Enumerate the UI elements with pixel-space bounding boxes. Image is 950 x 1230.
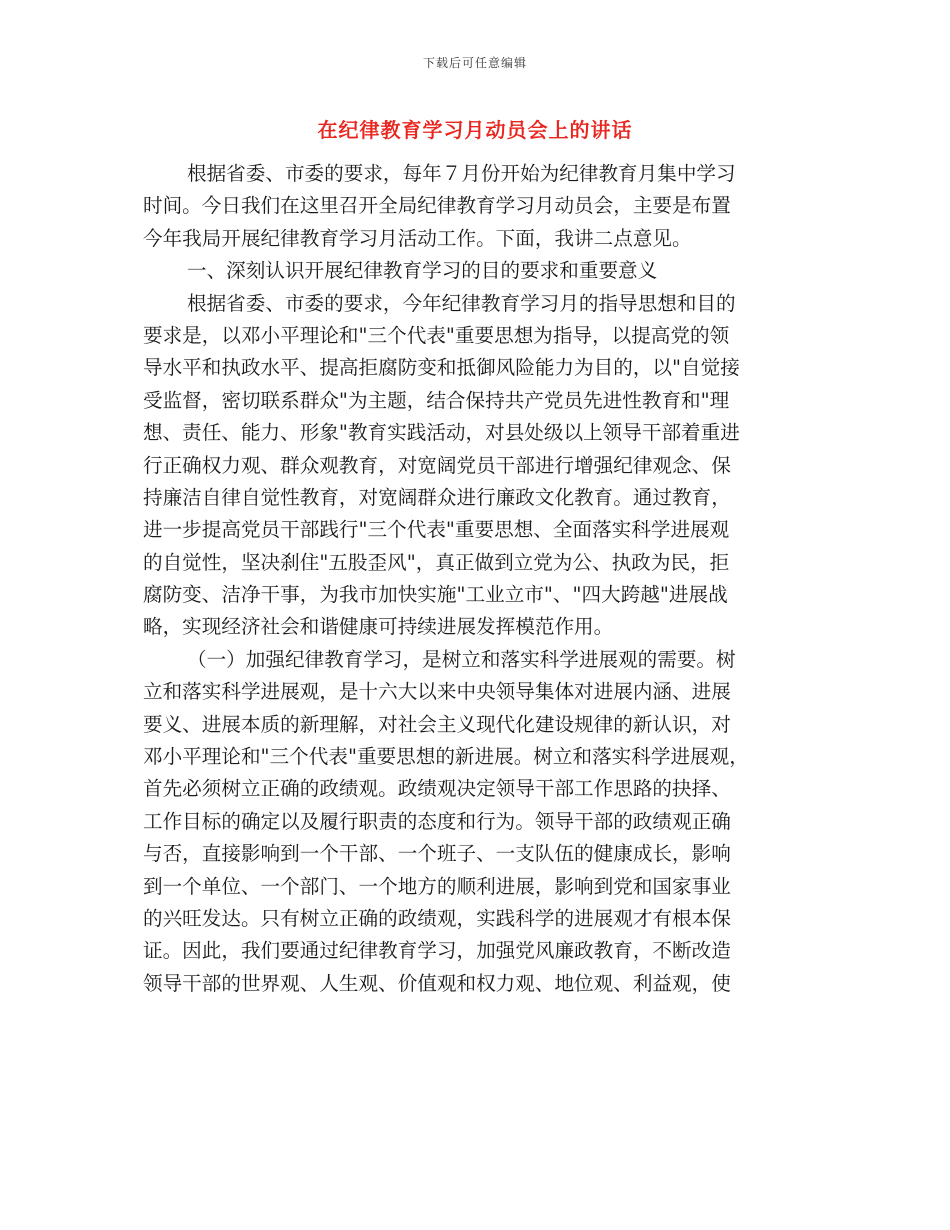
paragraph-line: 受监督，密切联系群众"为主题，结合保持共产党员先进性教育和"理 <box>143 388 730 412</box>
paragraph-line: 与否，直接影响到一个干部、一个班子、一支队伍的健康成长，影响 <box>143 842 731 866</box>
section-heading: 一、深刻认识开展纪律教育学习的目的要求和重要意义 <box>187 259 658 283</box>
paragraph-line: 首先必须树立正确的政绩观。政绩观决定领导干部工作思路的抉择、 <box>143 777 731 801</box>
paragraph-line: 要求是，以邓小平理论和"三个代表"重要思想为指导，以提高党的领 <box>143 323 730 347</box>
paragraph-line: 根据省委、市委的要求，今年纪律教育学习月的指导思想和目的 <box>187 291 736 315</box>
paragraph-line: 工作目标的确定以及履行职责的态度和行为。领导干部的政绩观正确 <box>143 809 731 833</box>
paragraph-line: 持廉洁自律自觉性教育，对宽阔群众进行廉政文化教育。通过教育， <box>143 485 731 509</box>
paragraph-line: 证。因此，我们要通过纪律教育学习，加强党风廉政教育，不断改造 <box>143 939 731 963</box>
paragraph-line: 进一步提高党员干部践行"三个代表"重要思想、全面落实科学进展观 <box>143 518 730 542</box>
paragraph-line: 的兴旺发达。只有树立正确的政绩观，实践科学的进展观才有根本保 <box>143 906 731 930</box>
header-note: 下载后可任意编辑 <box>422 56 527 70</box>
paragraph-line: 今年我局开展纪律教育学习月活动工作。下面，我讲二点意见。 <box>143 226 692 250</box>
paragraph-line: 腐防变、洁净干事，为我市加快实施"工业立市"、"四大跨越"进展战 <box>143 583 728 607</box>
subsection-line: （一）加强纪律教育学习，是树立和落实科学进展观的需要。树 <box>187 647 736 671</box>
paragraph-line: 行正确权力观、群众观教育，对宽阔党员干部进行增强纪律观念、保 <box>143 453 731 477</box>
paragraph-line: 要义、进展本质的新理解，对社会主义现代化建设规律的新认识，对 <box>143 712 731 736</box>
paragraph-line: 邓小平理论和"三个代表"重要思想的新进展。树立和落实科学进展观， <box>143 745 749 769</box>
paragraph-line: 根据省委、市委的要求，每年７月份开始为纪律教育月集中学习 <box>187 162 736 185</box>
paragraph-line: 立和落实科学进展观，是十六大以来中央领导集体对进展内涵、进展 <box>143 680 731 704</box>
paragraph-line: 想、责任、能力、形象"教育实践活动，对县处级以上领导干部着重进 <box>143 421 740 445</box>
paragraph-line: 领导干部的世界观、人生观、价值观和权力观、地位观、利益观，使 <box>143 971 731 995</box>
paragraph-line: 略，实现经济社会和谐健康可持续进展发挥模范作用。 <box>143 615 614 639</box>
document-title: 在纪律教育学习月动员会上的讲话 <box>317 118 633 142</box>
paragraph-line: 到一个单位、一个部门、一个地方的顺利进展，影响到党和国家事业 <box>143 874 731 898</box>
paragraph-line: 时间。今日我们在这里召开全局纪律教育学习月动员会，主要是布置 <box>143 194 731 218</box>
document-body <box>143 158 803 1000</box>
paragraph-line: 导水平和执政水平、提高拒腐防变和抵御风险能力为目的，以"自觉接 <box>143 356 740 380</box>
paragraph-line: 的自觉性，坚决刹住"五股歪风"，真正做到立党为公、执政为民，拒 <box>143 550 730 574</box>
